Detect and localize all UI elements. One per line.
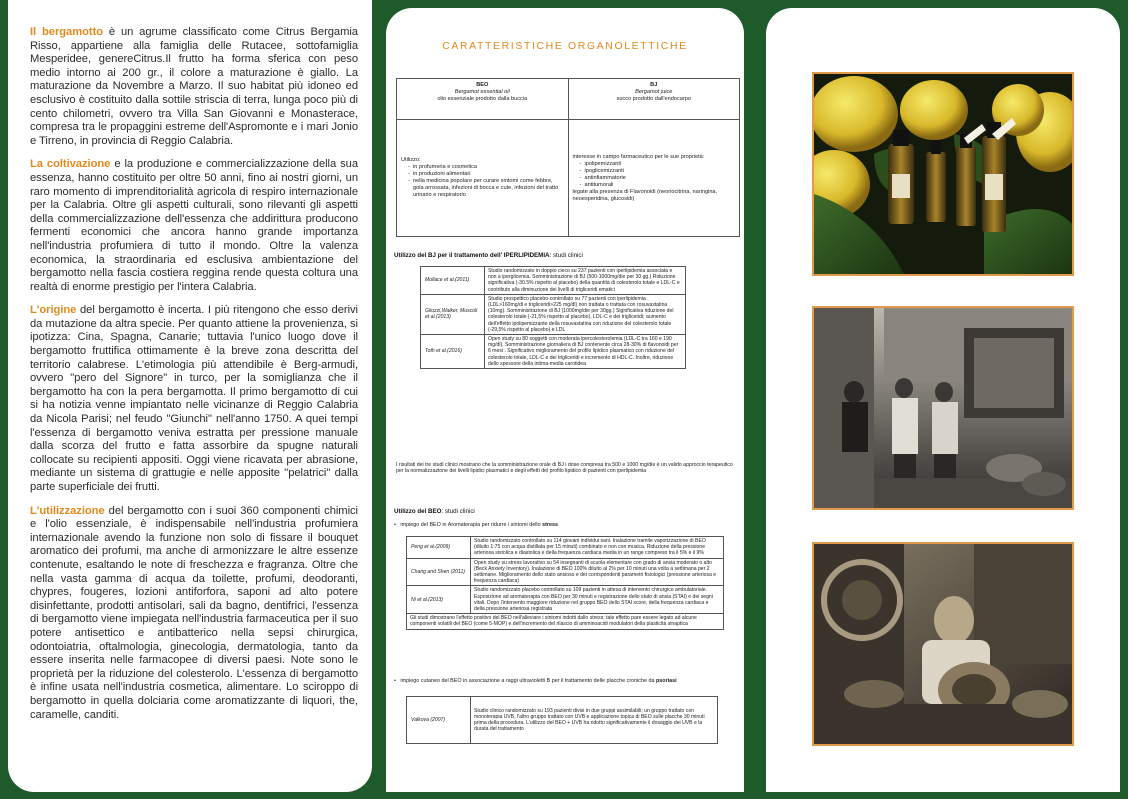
table-row: Gliozzi,Walker, Muscoli et al.(2013) Studio prospettico placebo-controllato su 77 pazienti con iperlipidemia (LDL>160mg/dl e trigliceridi>225 mg/dl) non trattata o trattata con rosuvastatina (10mg). Somministrazione di BJ (1000mg/die per 30gg.) Significativa riduzione del colesterolo totale (-21,5% rispetto al placebo), LDL-C e dei trigliceridi; aumento dell'effetto ipolipemizzante della rosuvastatina con riduzione del colesterolo totale (-29,5% rispetto al placebo) e LDL [421,294,686,334]
psoriasi-study-table [406,696,718,744]
section-title: CARATTERISTICHE ORGANOLETTICHE [442,40,688,52]
bj-results-note: I risultati dei tre studi clinici mostrano che la somministrazione orale di BJ i dose compresa tra 500 e 1000 mg/die è un valido approccio terapeutico per la normalizzazione dei livelli lipidici plasmatici e degli effetti del profilo lipidico di pazienti con iperlipidemia [396,462,733,475]
table-row: Toth et al.(2016) Open study su 80 soggetti con moderata ipercolesterolemia (LDL-C tra 160 e 190 mg/dl). Somministrazione giornaliera di BJ contenente circa 28-30% di flavonoidi per 6 mesi . Significativo miglioramento del profilo lipidico plasmatico con riduzione del colesterolo totale, LDL-C e dei trigliceridi e incremento di HDL-C. Inoltre, riduzione dello spessore della intima-media carotidea [421,335,686,369]
paragraph-utilizzazione: L'utilizzazione del bergamotto con i suoi 360 componenti chimici e l'olio essenziale, è indispensabile nell'industria profumiera internazionale avendo la funzione non solo di fissare il bouquet aromatico dei profumi, ma anche di armonizzare le altre essenze contenute, esaltando le note di freschezza e fragranza. Oltre che nella vasta gamma di acqua da toilette, profumi, deodoranti, chypres, fougeres, lozioni antiforfora, saponi ad alto potere disinfettante, prodotti antisolari, sali da bagno, dentifrici, l'essenza di bergamotto viene impiegata nell'industria farmaceutica per il suo potere antisettico e antibatterico nella sepsi chirurgica, odontoiatria, oftalmologia, ginecologia, dermatologia, tanto da essere inserita nelle farmacopee di diversi paesi. Note sono le proprietà per la riduzione del colesterolo. L'essenza di bergamotto è infine usata nell'industria cosmetica, alimentare. Lo sciroppo di bergamotto in quella dolciaria come aromatizzante di liquori, the, caramelle, canditi. [30,504,358,721]
table-row: Chang and Shen (2011) Open study su stress lavorativo su 54 insegnanti di scuola elementare con grado di ansia moderato o alto (Beck Anxiety Inventory). Inalazione di BEO 100% diluito al 2% per 10 minuti una volta a settimana per 2 settimane. Miglioramento dello stato ansioso e dei corrispondenti parametri fisiologici (pressione arteriosa e frequenza cardiaca) [407,558,724,586]
beo-bj-table [396,78,740,237]
beo-studies-table [406,536,724,630]
left-panel [8,0,372,792]
right-panel [766,8,1120,792]
list-item: - ipoglicemizzanti [585,168,736,175]
paragraph-origine: L'origine del bergamotto è incerta. I più ritengono che esso derivi da mutazione da altra specie. Per quanto attiene la provenienza, si ipotizza: Cina, Spagna, Canarie; tuttavia l'unico luogo dove il bergamotto fruttifica ottimamente è la breve zona descritta del territorio calabrese. L'etimologia più attendibile è Berg-armudi, ovvero "pero del Signore" in turco, per la somiglianza che il bergamotto ha con la pera bergamotta. Il primo bergamotto di cui si ha notizia venne impiantato nelle vicinanze di Reggio Calabria da Nicola Parisi; nel feudo "Giunchi" nell'anno 1750. A quei tempi l'essenza di bergamotto veniva estratta per pressione manuale dalla scorza del frutto e fatta assorbire da spugne naturali collocate su recipienti appositi. Oggi viene ricavata per abrasione, mediante un sistema di grattugie e nelle apposite "pelatrici" dalla parte superficiale dei frutti. [30,304,358,493]
table-row: Valkova (2007) Studio clinico randomizzato su 193 pazienti divisi in due gruppi assimilabili; un gruppo trattato con monoterapia UVB, l'altro gruppo trattato con UVB e applicazione topica di BEO sulle placche 30 minuti prima della procedura. L'utilizzo del BEO + UVB ha ridotto significativamente il dosaggio dei UVB e la durata del trattamento [407,697,718,744]
bj-studies-table [420,266,686,369]
bj-uses: interesse in campo farmaceutico per le sue proprietà: - ipolipemizzanti - ipoglicemizzanti - antinfiammatorie - antitumorali legate alla presenza di Flavonoidi (neoriocitrina, naringina, neoesperidina, glucosidi) [568,120,740,237]
list-item: - antinfiammatorie [585,175,736,182]
middle-panel [386,8,744,792]
table-row: Mollace et al.(2011) Studio randomizzato in doppio cieco su 237 pazienti con iperlipidemia associata e non a iperglicemia. Somministrazione di BJ (500-1000mg/die per 30 gg.) Riduzione significativa (-30.5% rispetto al placebo) della quantità di colesterolo totale e LDL-C e contributo alla diminuzione dei livelli di trigliceridi ematici [421,267,686,295]
list-item: - in produzioni alimentari [413,171,564,178]
list-item: - in profumeria e cosmetica [413,164,564,171]
beo-bullet-psoriasi: • impiego cutaneo del BEO in associazione a raggi ultravioletti B per il trattamento delle placche croniche da psoriasi [394,678,677,684]
craftsman-with-press-photo [812,542,1074,746]
paragraph-coltivazione: La coltivazione e la produzione e commercializzazione della sua essenza, hanno costituito per oltre 50 anni, fino ai nostri giorni, un raro momento di imprenditorialità agricola di respiro internazionale per la Calabria. Oltre gli aspetti culturali, sono rilevanti gli aspetti della commercializzazione dell'essenza che addirittura producono fermenti economici che ancora hanno grande importanza nell'industria profumiera di tutto il mondo. Oltre la valenza economica, la straordinaria ed esclusiva ambientazione del bergamotto nella fascia costiera reggina rende questa coltura una realtà di enorme prestigio per l'intera Calabria. [30,158,359,293]
list-item: - antitumorali [585,182,736,189]
bj-section-heading: Utilizzo del BJ per il trattamento dell' IPERLIPIDEMIA: studi clinici [394,252,583,259]
table-row: Ni et al.(2013) Studio randomizzato placebo controllato su 109 pazienti in attesa di intervento chirurgico ambulatoriale. Esposizione ad aromaterapia con BEO per 30 minuti e registrazione dello stato di ansia (STAI) e dei segni vitali. Dopo l'intervento maggiore riduzione nel gruppo BEO dello STAI score, della frequenza cardiaca e della pressione arteriosa registrata [407,586,724,614]
list-item: - nella medicina popolare per curare sintomi come febbre, gola arrossata, infezioni di bocca e cute, infezioni del tratto urinario e respiratorio [413,178,564,199]
beo-bullet-stress: • impiego del BEO in Aromaterapia per ridurre i sintomi dello stress [394,522,559,528]
paragraph-bergamotto: Il bergamotto è un agrume classificato come Citrus Bergamia Risso, appartiene alla famiglia delle Rutacee, sottofamiglia Mesperidee, genereCitrus.Il frutto ha forma sferica con peso medio intorno ai 200 gr., il colore a maturazione è giallo. La maturazione da Novembre a Marzo. Il suo habitat più idoneo ed esclusivo è costituito dalla sottile striscia di terra, lunga poco più di cento chilometri, ovvero tra Villa San Giovanni e Monasterace, compresa tra le propaggini estreme dell'Aspromonte e i mari Jonio e Tirreno, in provincia di Reggio Calabria. [30,26,358,147]
bj-header: BJ Bergamot juice succo prodotto dall'endocarpo [568,79,740,120]
table-row: Peng et al.(2009) Studio randomizzato controllato su 114 giovani individui sani. Inalazione tramite vaporizzazione di BEO (diluito 1:75 con acqua distillata per 15 minuti) combinato e non con musica. Riduzione della pressione arteriosa sistolica e diastolica e della frequenza cardiaca media in un range compreso tra il 5% e il 9% [407,537,724,559]
beo-header: BEO Bergamot essential oil olio essenziale prodotto dalla buccia [397,79,569,120]
beo-section-heading: Utilizzo del BEO: studi clinici [394,508,475,515]
left-text [30,26,358,732]
historic-bergamot-workers-photo [812,306,1074,510]
bergamot-fruits-and-oil-bottles-photo [812,72,1074,276]
beo-uses: Utilizzo: - in profumeria e cosmetica - in produzioni alimentari - nella medicina popolare per curare sintomi come febbre, gola arrossata, infezioni di bocca e cute, infezioni del tratto urinario e respiratorio [397,120,569,237]
list-item: - ipolipemizzanti [585,161,736,168]
table-row: Gli studi dimostrano l'effetto positivo del BEO nell'alleviare i sintomi indotti dallo stress; tale effetto pare essere legato ad alcune componenti volatili del BEO (come 5-MOP) e dell'incremento del rilascio di amminoacidi modulatori della plasticità sinaptica [407,614,724,629]
